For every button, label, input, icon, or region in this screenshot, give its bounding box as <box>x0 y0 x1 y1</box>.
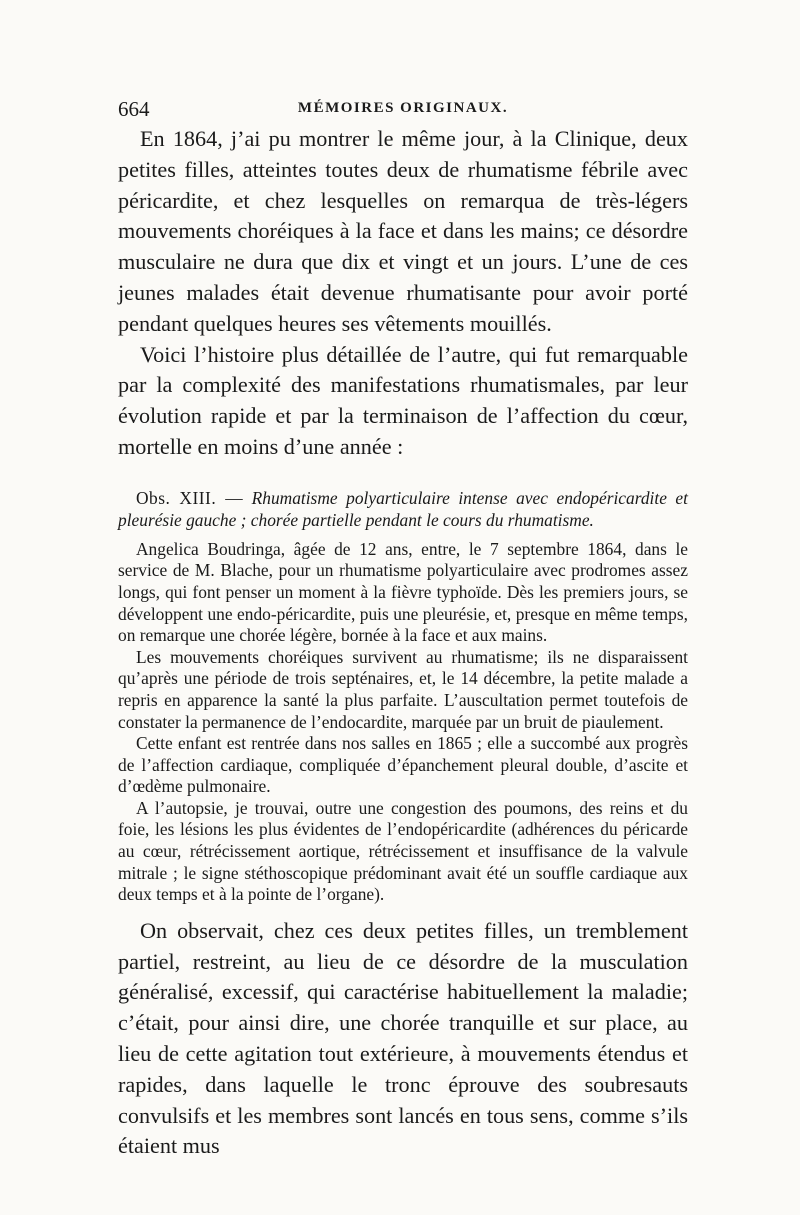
page-number: 664 <box>118 97 150 121</box>
closing-paragraph: On observait, chez ces deux petites filles, un tremblement partiel, restreint, au lieu de ce désordre de la musculation généralisé, excessif, qui caractérise habituellement la maladie; c’était, pour ainsi dire, une chorée tranquille et sur place, au lieu de cette agitation tout extérieure, à mouvements étendus et rapides, dans laquelle le tronc éprouve des soubresauts convulsifs et les membres sont lancés en tous sens, comme s’ils étaient mus <box>118 917 688 1159</box>
spacer <box>118 463 688 487</box>
intro-paragraph-2: Voici l’histoire plus détaillée de l’autre, qui fut remarquable par la complexité des manifestations rhumatismales, par leur évolution rapide et par la terminaison de l’affection du cœur, mortelle en moins d’une année : <box>118 341 688 459</box>
spacer <box>118 531 688 539</box>
observation-heading <box>118 487 688 531</box>
observation-number: Obs. XIII. — <box>136 487 244 508</box>
page-header <box>118 97 688 121</box>
spacer <box>118 906 688 916</box>
observation-title: Rhumatisme polyarticulaire intense avec endopéricardite et pleurésie gauche ; chorée partielle pendant le cours du rhumatisme. <box>118 487 688 530</box>
intro-paragraph-1: En 1864, j’ai pu montrer le même jour, à la Clinique, deux petites filles, atteintes toutes deux de rhumatisme fébrile avec péricardite, et chez lesquelles on remarqua de très-légers mouvements choréiques à la face et dans les mains; ce désordre musculaire ne dura que dix et vingt et un jours. L’une de ces jeunes malades était devenue rhumatisante pour avoir porté pendant quelques heures ses vêtements mouillés. <box>118 126 688 336</box>
page-body <box>118 124 688 1162</box>
observation-paragraph-2: Les mouvements choréiques survivent au rhumatisme; ils ne disparaissent qu’après une période de trois septénaires, et, le 14 décembre, la petite malade a repris en apparence la santé la plus parfaite. L’auscultation permet toutefois de constater la permanence de l’endocardite, marquée par un bruit de piaulement. <box>118 646 688 732</box>
observation-paragraph-4: A l’autopsie, je trouvai, outre une congestion des poumons, des reins et du foie, les lésions les plus évidentes de l’endopéricardite (adhérences du péricarde au cœur, rétrécissement aortique, rétrécissement et insuffisance de la valvule mitrale ; le signe stéthoscopique prédominant avait été un souffle cardiaque aux deux temps et à la pointe de l’organe). <box>118 797 688 905</box>
running-head: MÉMOIRES ORIGINAUX. <box>297 100 509 116</box>
observation-paragraph-1: Angelica Boudringa, âgée de 12 ans, entre, le 7 septembre 1864, dans le service de M. Blache, pour un rhumatisme polyarticulaire avec prodromes assez longs, qui font penser un moment à la fièvre typhoïde. Dès les premiers jours, se développent une endo-péricardite, puis une pleurésie, et, presque en même temps, on remarque une chorée légère, bornée à la face et aux mains. <box>118 538 688 646</box>
observation-paragraph-3: Cette enfant est rentrée dans nos salles en 1865 ; elle a succombé aux progrès de l’affection cardiaque, compliquée d’épanchement pleural double, d’ascite et d’œdème pulmonaire. <box>118 733 688 797</box>
